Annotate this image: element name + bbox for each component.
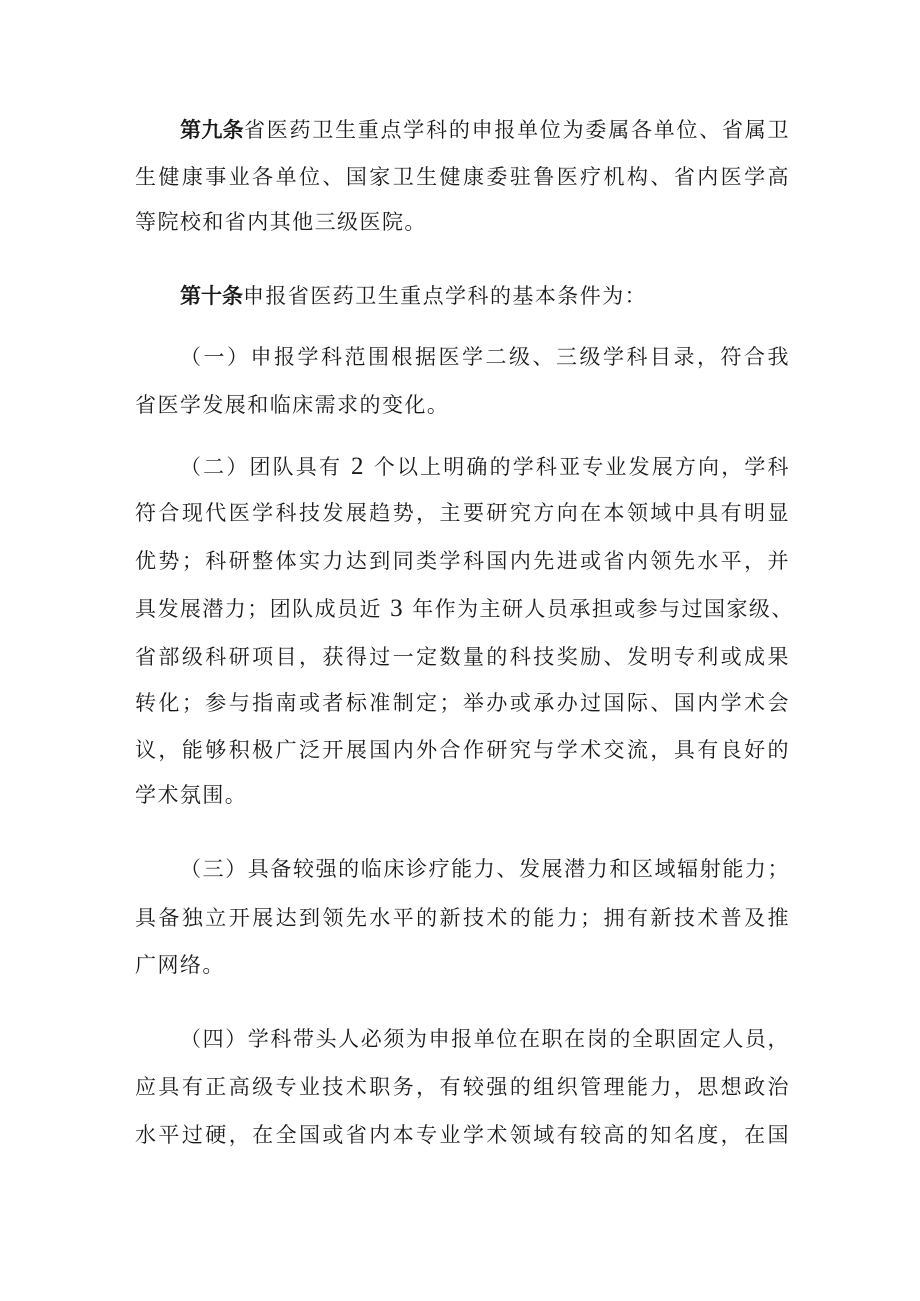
- item-2-line-8: 学术氛围。: [135, 783, 248, 807]
- article-9-line-1: 第九条省医药卫生重点学科的申报单位为委属各单位、省属卫: [180, 118, 790, 142]
- article-heading: 第九条: [180, 118, 244, 142]
- item-label: （二）: [180, 455, 250, 479]
- item-label: （四）: [180, 1027, 248, 1051]
- item-1-line-2: 省医学发展和临床需求的变化。: [135, 393, 450, 417]
- article-10-line-1: 第十条申报省医药卫生重点学科的基本条件为：: [180, 284, 648, 308]
- item-2-line-3: 优势；科研整体实力达到同类学科国内先进或省内领先水平，并: [135, 549, 790, 573]
- item-2-line-2: 符合现代医学科技发展趋势，主要研究方向在本领域中具有明显: [135, 501, 790, 525]
- item-3-line-3: 广网络。: [135, 953, 225, 977]
- article-heading: 第十条: [180, 284, 243, 308]
- item-2-line-4: 具发展潜力；团队成员近 3 年作为主研人员承担或参与过国家级、: [135, 595, 794, 622]
- item-2-line-1: （二）团队具有 2 个以上明确的学科亚专业发展方向，学科: [180, 453, 790, 480]
- item-3-line-2: 具备独立开展达到领先水平的新技术的能力；拥有新技术普及推: [135, 906, 790, 930]
- item-label: （三）: [180, 857, 248, 881]
- item-3-line-1: （三）具备较强的临床诊疗能力、发展潜力和区域辐射能力；: [180, 857, 790, 881]
- item-2-line-5: 省部级科研项目，获得过一定数量的科技奖励、发明专利或成果: [135, 645, 790, 669]
- article-9-line-2: 生健康事业各单位、国家卫生健康委驻鲁医疗机构、省内医学高: [135, 165, 790, 189]
- item-4-line-1: （四）学科带头人必须为申报单位在职在岗的全职固定人员，: [180, 1027, 790, 1051]
- item-2-line-6: 转化；参与指南或者标准制定；举办或承办过国际、国内学术会: [135, 691, 790, 715]
- item-4-line-2: 应具有正高级专业技术职务，有较强的组织管理能力，思想政治: [135, 1075, 790, 1099]
- item-1-line-1: （一）申报学科范围根据医学二级、三级学科目录，符合我: [180, 345, 790, 369]
- article-9-line-3: 等院校和省内其他三级医院。: [135, 210, 427, 234]
- item-4-line-3: 水平过硬，在全国或省内本专业学术领域有较高的知名度，在国: [135, 1123, 790, 1147]
- item-2-line-7: 议，能够积极广泛开展国内外合作研究与学术交流，具有良好的: [135, 738, 790, 762]
- item-label: （一）: [180, 345, 251, 369]
